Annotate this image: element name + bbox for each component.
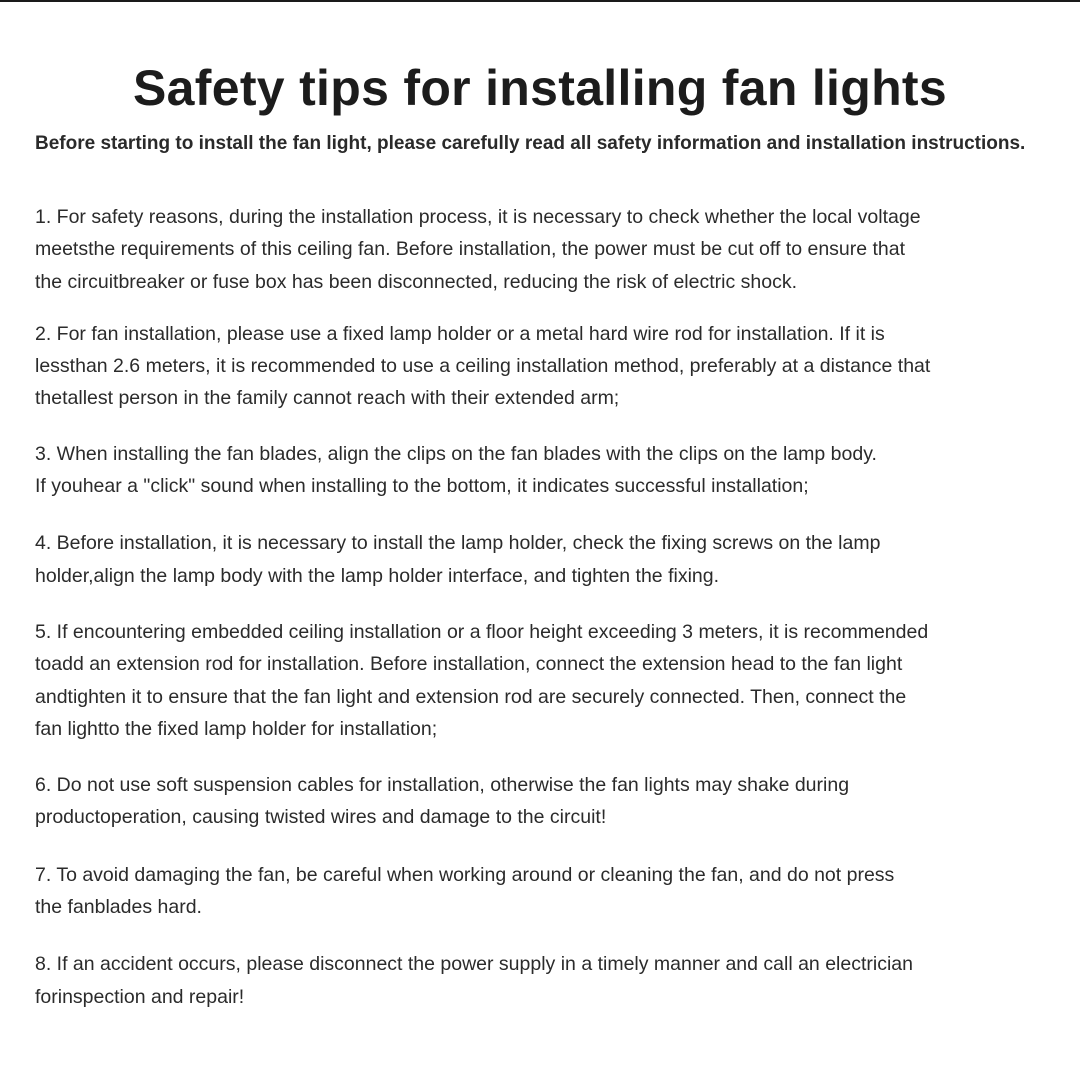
tip-line: 1. For safety reasons, during the installation process, it is necessary to check whether the local voltage <box>35 206 921 228</box>
tip-line: 7. To avoid damaging the fan, be careful when working around or cleaning the fan, and do not press <box>35 863 895 886</box>
safety-tip-8 <box>35 948 1055 1013</box>
tip-line: fan lightto the fixed lamp holder for installation; <box>35 717 438 740</box>
tip-line: toadd an extension rod for installation. Before installation, connect the extension head to the fan light <box>35 653 903 676</box>
safety-tip-7 <box>35 859 1055 924</box>
page-title: Safety tips for installing fan lights <box>133 60 947 116</box>
tip-line: If youhear a "click" sound when installing to the bottom, it indicates successful installation; <box>35 475 809 498</box>
tip-line: 2. For fan installation, please use a fixed lamp holder or a metal hard wire rod for installation. If it is <box>35 322 885 345</box>
tip-line: 6. Do not use soft suspension cables for installation, otherwise the fan lights may shake during <box>35 774 850 797</box>
page-subtitle: Before starting to install the fan light, please carefully read all safety information and installation instructions. <box>35 133 1026 154</box>
tip-line: andtighten it to ensure that the fan light and extension rod are securely connected. Then, connect the <box>35 685 907 708</box>
safety-tip-3 <box>35 438 1055 503</box>
safety-tip-1 <box>35 201 1055 298</box>
tip-line: meetsthe requirements of this ceiling fan. Before installation, the power must be cut off to ensure that <box>35 238 906 261</box>
safety-tip-2 <box>35 318 1055 415</box>
safety-tip-6 <box>35 769 1055 834</box>
tip-line: productoperation, causing twisted wires and damage to the circuit! <box>35 806 607 829</box>
tip-line: the circuitbreaker or fuse box has been disconnected, reducing the risk of electric shock. <box>35 270 797 293</box>
tip-line: thetallest person in the family cannot reach with their extended arm; <box>35 387 620 410</box>
safety-tip-4 <box>35 527 1055 592</box>
tip-line: forinspection and repair! <box>35 985 245 1008</box>
tip-line: 3. When installing the fan blades, align the clips on the fan blades with the clips on the lamp body. <box>35 442 877 465</box>
tip-line: lessthan 2.6 meters, it is recommended to use a ceiling installation method, preferably at a distance that <box>35 355 931 378</box>
safety-tips-list <box>35 201 1055 1013</box>
tip-line: 8. If an accident occurs, please disconnect the power supply in a timely manner and call an electrician <box>35 953 913 976</box>
top-border-rule <box>0 0 1080 2</box>
safety-tip-5 <box>35 616 1055 745</box>
tip-line: holder,align the lamp body with the lamp holder interface, and tighten the fixing. <box>35 564 720 587</box>
tip-line: 5. If encountering embedded ceiling installation or a floor height exceeding 3 meters, it is recommended <box>35 620 929 643</box>
tip-line: the fanblades hard. <box>35 896 202 919</box>
tip-line: 4. Before installation, it is necessary to install the lamp holder, check the fixing screws on the lamp <box>35 532 881 555</box>
